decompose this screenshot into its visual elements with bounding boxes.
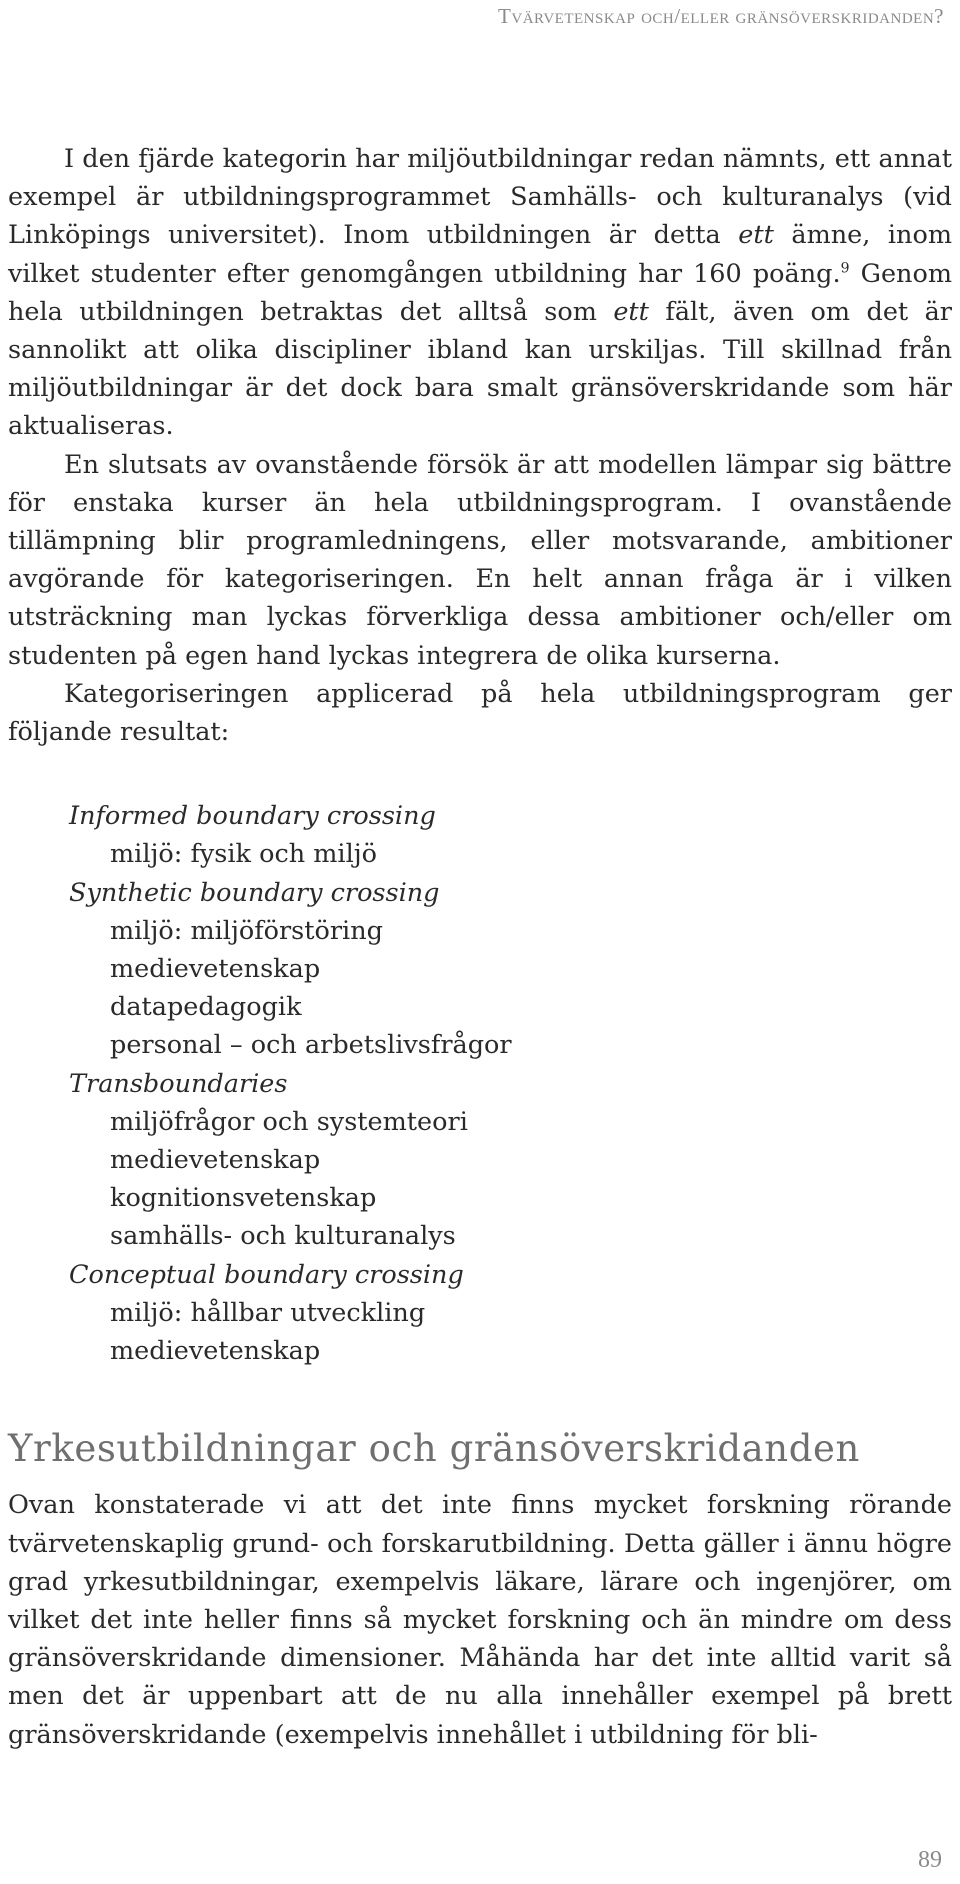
section-heading: Yrkesutbildningar och gränsöverskridanden — [8, 1427, 860, 1471]
footnote-marker[interactable]: 9 — [840, 260, 850, 277]
page-number: 89 — [918, 1847, 942, 1873]
running-head: Tvärvetenskap och/eller gränsöverskridanden? — [498, 4, 944, 28]
paragraph-2: En slutsats av ovanstående försök är att modellen lämpar sig bättre för enstaka kurser än hela utbildningsprogram. I ovanstående tillämpning blir programledningens, eller motsvarande, ambitioner avgörande för kategoriseringen. En helt annan fråga är i vilken utsträckning man lyckas förverkliga dessa ambitioner och/eller om studenten på egen hand lyckas integrera de olika kurserna. — [8, 449, 952, 671]
page-body — [8, 140, 952, 1754]
category-item: kognitionsvetenskap — [110, 1183, 377, 1214]
category-heading: Informed boundary crossing — [69, 801, 436, 832]
category-item: miljö: hållbar utveckling — [110, 1297, 426, 1328]
emphasis-ett-1: ett — [738, 220, 774, 251]
category-item: samhälls- och kulturanalys — [110, 1221, 456, 1252]
emphasis-ett-2: ett — [613, 296, 649, 327]
category-item: medievetenskap — [110, 1336, 321, 1367]
category-heading: Conceptual boundary crossing — [69, 1259, 464, 1290]
category-heading: Synthetic boundary crossing — [69, 877, 440, 908]
category-item: datapedagogik — [110, 992, 302, 1023]
category-list — [8, 797, 952, 1370]
category-item: miljöfrågor och systemteori — [110, 1106, 468, 1137]
section-paragraph: Ovan konstaterade vi att det inte finns mycket forskning rörande tvärvetenskaplig grund- och forskarutbildning. Detta gäller i ännu högre grad yrkesutbildningar, exempelvis läkare, lärare och ingenjörer, om vilket det inte heller finns så mycket forskning och än mindre om dess gränsöverskridande dimensioner. Måhända har det inte alltid varit så men det är uppenbart att de nu alla innehåller exempel på brett gränsöverskridande (exempelvis innehållet i utbildning för bli- — [8, 1490, 952, 1750]
paragraph-1: I den fjärde kategorin har miljöutbildningar redan nämnts, ett annat exempel är utbildningsprogrammet Samhälls- och kulturanalys (vid Linköpings universitet). Inom utbildningen är detta ett ämne, inom vilket studenter efter genomgången utbildning har 160 poäng.$^9$ Genom hela utbildningen betraktas det alltså som ett fält, även om det är sannolikt att olika discipliner ibland kan urskiljas. Till skillnad från miljöutbildningar är det dock bara smalt gränsöverskridande som här aktualiseras. — [8, 144, 952, 442]
category-item: personal – och arbetslivsfrågor — [110, 1030, 512, 1061]
category-item: medievetenskap — [110, 1145, 321, 1176]
category-heading: Transboundaries — [69, 1068, 288, 1099]
category-item: miljö: miljöförstöring — [110, 915, 383, 946]
category-item: miljö: fysik och miljö — [110, 839, 378, 870]
paragraph-3: Kategoriseringen applicerad på hela utbildningsprogram ger följande resultat: — [8, 678, 952, 748]
category-item: medievetenskap — [110, 954, 321, 985]
